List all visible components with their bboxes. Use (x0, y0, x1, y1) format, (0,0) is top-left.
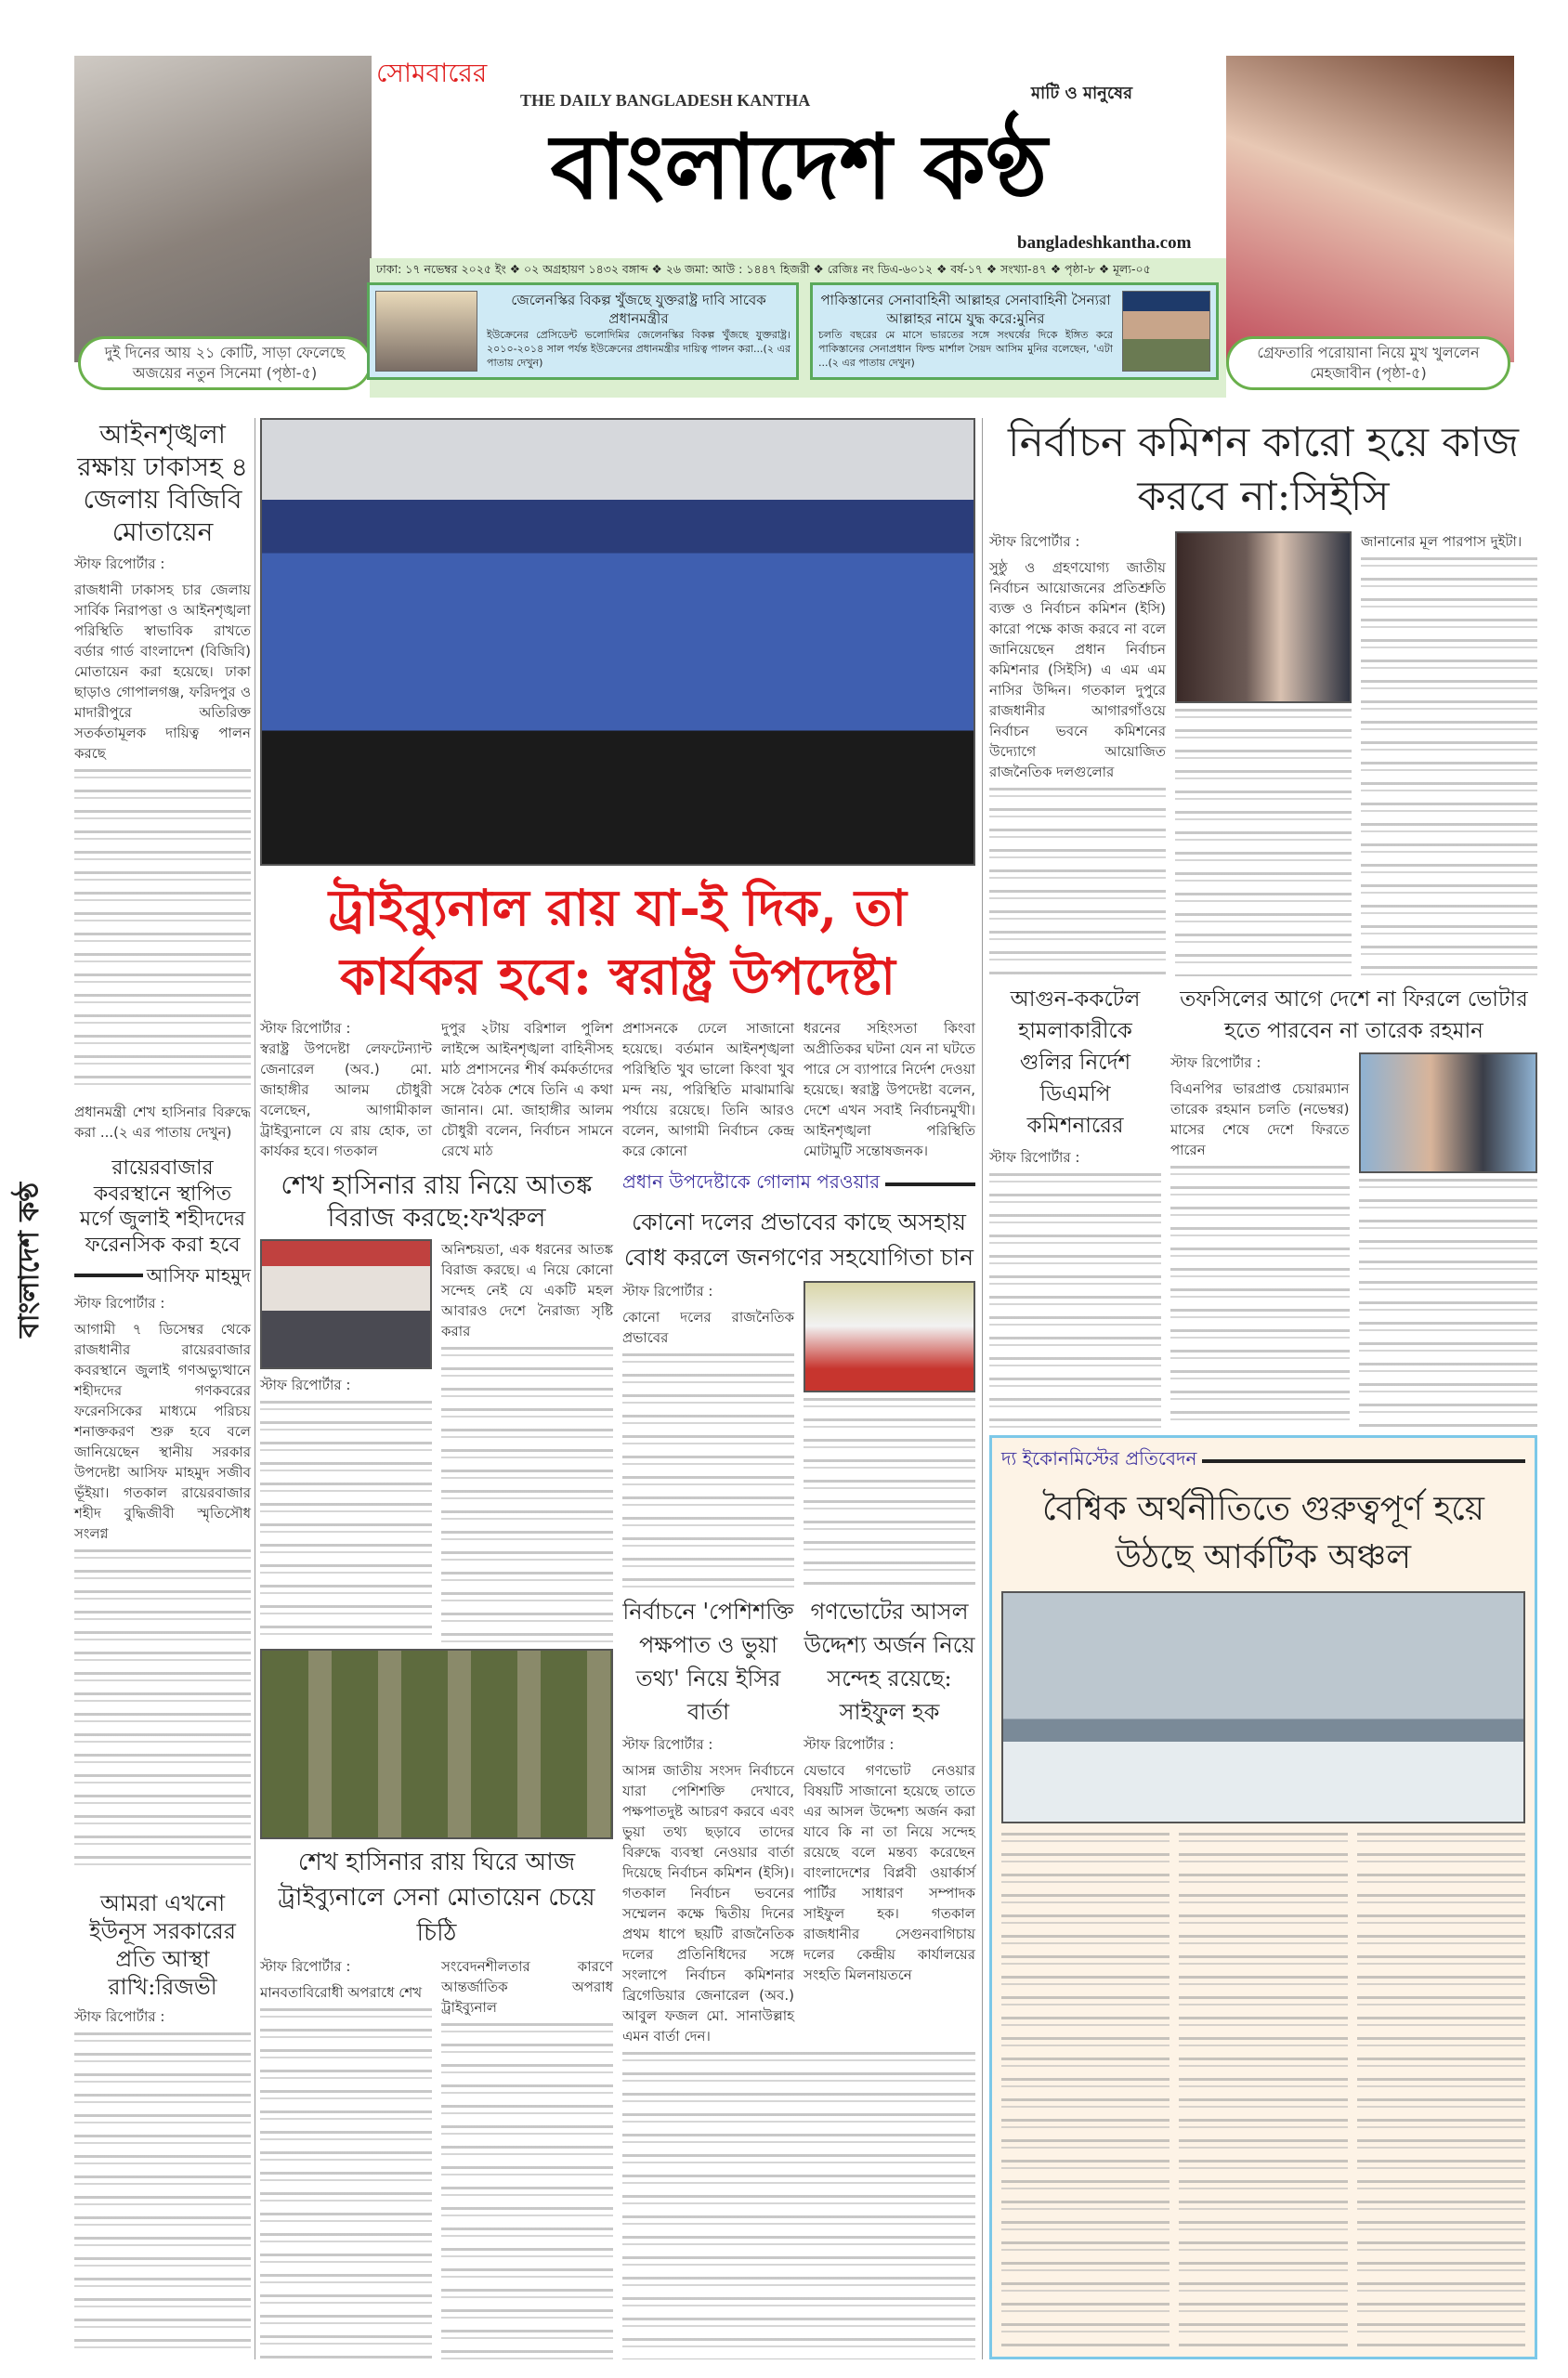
cec-col-1 (989, 531, 1166, 976)
byline: স্টাফ রিপোর্টার : (622, 1283, 713, 1300)
ear-right-caption[interactable]: গ্রেফতারি পরোয়ানা নিয়ে মুখ খুললেন মেহজাবীন (পৃষ্ঠা-৫) (1226, 336, 1510, 390)
newspaper-logo[interactable]: বাংলাদেশ কণ্ঠ (550, 114, 1048, 219)
kicker-golam (622, 1169, 975, 1199)
story-body: মানবতাবিরোধী অপরাধে শেখ (260, 1983, 423, 2001)
byline: স্টাফ রিপোর্টার : (260, 1957, 351, 1975)
text-filler (1175, 709, 1352, 976)
golam-photo (804, 1281, 975, 1392)
left-column (74, 418, 251, 2359)
text-filler (74, 769, 251, 1096)
text-filler (1179, 1833, 1347, 2349)
teaser-munir[interactable] (810, 282, 1219, 380)
text-filler (1357, 1833, 1525, 2349)
story-body: আসন্ন জাতীয় সংসদ নির্বাচনে যারা পেশিশক্তি দেখাবে, পক্ষপাতদুষ্ট আচরণ করবে এবং ভুয়া তথ্য ছড়াবে তাদের বিরুদ্ধে ব্যবস্থা নেওয়ার বার্তা দিয়েছে নির্বাচন কমিশন (ইসি)। গতকাল নির্বাচন ভবনের সম্মেলন কক্ষে দ্বিতীয় দিনের প্রথম ধাপে ছয়টি রাজনৈতিক দলের প্রতিনিধিদের সঙ্গে সংলাপে নির্বাচন কমিশনার ব্রিগেডিয়ার জেনারেল (অব.) আবুল ফজল মো. সানাউল্লাহ এমন বার্তা দেন। (622, 1761, 794, 2045)
headline-fakhrul[interactable]: শেখ হাসিনার রায় নিয়ে আতঙ্ক বিরাজ করছে:ফখরুল (281, 1169, 593, 1233)
lead-photo[interactable] (260, 418, 975, 866)
saiful-column (804, 1595, 975, 2046)
story-continued[interactable]: প্রধানমন্ত্রী শেখ হাসিনার বিরুদ্ধে করা ...(২ এর পাতায় দেখুন) (74, 1104, 251, 1141)
byline: স্টাফ রিপোর্টার : (260, 1377, 351, 1393)
teaser-zelensky[interactable] (367, 282, 799, 380)
website[interactable]: bangladeshkantha.com (1017, 233, 1192, 253)
speaker-name: আসিফ মাহমুদ (146, 1264, 251, 1287)
text-filler (1001, 1833, 1169, 2349)
kicker-economist (1001, 1445, 1525, 1476)
ec-column (622, 1595, 794, 2046)
teaser-headline: জেলেনস্কির বিকল্প খুঁজছে যুক্তরাষ্ট্র দাবি সাবেক প্রধানমন্ত্রীর (511, 292, 766, 327)
fakhrul-photo (260, 1239, 432, 1369)
dmp-column (989, 984, 1161, 1429)
cec-photo (1175, 531, 1352, 703)
headline-dmp[interactable]: আগুন-ককটেল হামলাকারীকে গুলির নির্দেশ ডিএমপি কমিশনারের (1010, 986, 1141, 1138)
teaser-headline: পাকিস্তানের সেনাবাহিনী আল্লাহর সেনাবাহিনী সৈন্যরা আল্লাহর নামে যুদ্ধ করে:মুনির (820, 292, 1111, 327)
byline: স্টাফ রিপোর্টার : (1170, 1053, 1261, 1071)
english-name: THE DAILY BANGLADESH KANTHA (520, 91, 811, 110)
teaser-photo (375, 291, 477, 372)
right-section (989, 416, 1537, 2359)
teaser-photo (1122, 291, 1210, 372)
byline: স্টাফ রিপোর্টার : (989, 533, 1080, 550)
headline-saiful[interactable]: গণভোটের আসল উদ্দেশ্য অর্জন নিয়ে সন্দেহ রয়েছে: সাইফুল হক (804, 1598, 975, 1725)
tarek-columns (1170, 1052, 1537, 1429)
story-body: স্বরাষ্ট্র উপদেষ্টা লেফটেন্যান্ট জেনারেল (অব.) মো. জাহাঙ্গীর আলম চৌধুরী বলেছেন, আগামীকাল ট্রাইব্যুনালে যে রায় হোক, তা কার্যকর হবে। গতকাল (260, 1040, 432, 1159)
tarek-col-2 (1359, 1052, 1538, 1429)
column-divider (982, 418, 983, 2359)
arctic-photo (1001, 1591, 1525, 1823)
story-body: সংবেদনশীলতার কারণে আন্তর্জাতিক অপরাধ ট্রাইব্যুনাল (441, 1957, 613, 2016)
cec-col-3 (1361, 531, 1537, 976)
story-body: কোনো দলের রাজনৈতিক প্রভাবের (622, 1309, 794, 1346)
kicker-text: দ্য ইকোনমিস্টের প্রতিবেদন (1001, 1447, 1197, 1470)
army-columns (260, 1956, 613, 2360)
golam-col-2 (804, 1281, 975, 1589)
text-filler (260, 1401, 432, 1643)
lead-columns (260, 1018, 975, 1161)
ec-saiful-columns (622, 1595, 975, 2046)
headline-bgb[interactable]: আইনশৃঙ্খলা রক্ষায় ঢাকাসহ ৪ জেলায় বিজিবি মোতায়েন (77, 419, 248, 547)
headline-arctic[interactable]: বৈশ্বিক অর্থনীতিতে গুরুত্বপূর্ণ হয়ে উঠছে আর্কটিক অঞ্চল (1042, 1490, 1484, 1576)
text-filler (1359, 1179, 1538, 1429)
text-filler (441, 2023, 613, 2360)
byline: স্টাফ রিপোর্টার : (989, 1148, 1080, 1166)
text-filler (989, 788, 1166, 976)
story-body: আগামী ৭ ডিসেম্বর থেকে রাজধানীর রায়েরবাজার কবরস্থানে জুলাই গণঅভ্যুত্থানে শহীদদের গণকবরের ফরেনসিকের মাধ্যমে পরিচয় শনাক্তকরণ শুরু হবে বলে জানিয়েছেন স্থানীয় সরকার উপদেষ্টা আসিফ মাহমুদ সজীব ভূঁইয়া। গতকাল রায়েরবাজার শহীদ বুদ্ধিজীবী স্মৃতিসৌধ সংলগ্ন (74, 1321, 251, 1542)
fakhrul-col-1 (260, 1239, 432, 1643)
cec-col-2 (1175, 531, 1352, 976)
byline: স্টাফ রিপোর্টার : (74, 555, 165, 572)
text-filler (441, 1347, 613, 1643)
byline: স্টাফ রিপোর্টার : (622, 1735, 713, 1753)
dateline: ঢাকা: ১৭ নভেম্বর ২০২৫ ইং ❖ ০২ অগ্রহায়ণ ১৪৩২ বঙ্গাব্দ ❖ ২৬ জমা: আউ : ১৪৪৭ হিজরী ❖ রেজিঃ নং ডিএ-৬০১২ ❖ বর্ষ-১৭ ❖ সংখ্যা-৪৭ ❖ পৃষ্ঠা-৮ ❖ মূল্য-০৫ (376, 262, 1151, 276)
vertical-logo: বাংলাদেশ কণ্ঠ (13, 1182, 46, 1338)
story-body: অনিশ্চয়তা, এক ধরনের আতঙ্ক বিরাজ করছে। এ নিয়ে কোনো সন্দেহ নেই যে একটি মহল আবারও দেশে নৈরাজ্য সৃষ্টি করার (441, 1241, 613, 1339)
headline-lead[interactable]: ট্রাইব্যুনাল রায় যা-ই দিক, তা কার্যকর হবে: স্বরাষ্ট্র উপদেষ্টা (328, 878, 908, 1006)
story-body: দুপুর ২টায় বরিশাল পুলিশ লাইন্সে আইনশৃঙ্খলা বাহিনীসহ মাঠ প্রশাসনের শীর্ষ কর্মকর্তাদের সঙ্গে বৈঠক শেষে তিনি এ কথা জানান। মো. জাহাঙ্গীর আলম চৌধুরী বলেন, নির্বাচন সামনে রেখে মাঠ (441, 1020, 613, 1159)
text-filler (74, 2032, 251, 2359)
day-label: সোমবারের (376, 58, 488, 88)
arctic-columns (1001, 1833, 1525, 2349)
army-photo (260, 1649, 613, 1839)
headline-rizvi[interactable]: আমরা এখনো ইউনূস সরকারের প্রতি আস্থা রাখি:রিজভী (89, 1890, 236, 2000)
middle-right (622, 1169, 975, 2359)
economist-box (989, 1435, 1537, 2359)
text-filler (1361, 557, 1537, 976)
byline: স্টাফ রিপোর্টার : (804, 1735, 895, 1753)
story-body: যেভাবে গণভোট নেওয়ার বিষয়টি সাজানো হয়েছে তাতে এর আসল উদ্দেশ্য অর্জন করা যাবে কি না তা নিয়ে সন্দেহ রয়েছে বলে মন্তব্য করেছেন বাংলাদেশের বিপ্লবী ওয়ার্কার্স পার্টির সাধারণ সম্পাদক সাইফুল হক। গতকাল রাজধানীর সেগুনবাগিচায় দলের কেন্দ্রীয় কার্যালয়ের সংহতি মিলনায়তনে (804, 1761, 975, 1983)
byline: স্টাফ রিপোর্টার : (74, 1295, 165, 1312)
story-body: জানানোর মূল পারপাস দুইটা। (1361, 533, 1522, 550)
tarek-col-1 (1170, 1052, 1350, 1429)
teaser-body: ইউক্রেনের প্রেসিডেন্ট ভলোদিমির জেলেনস্কির বিকল্প খুঁজছে যুক্তরাষ্ট্র। ২০১০-২০১৪ সাল পর্যন্ত ইউক্রেনের প্রধানমন্ত্রীর দায়িত্ব পালন করা...(২ এর পাতায় দেখুন) (487, 329, 791, 369)
middle-left (260, 1169, 613, 2359)
ear-left-caption[interactable]: দুই দিনের আয় ২১ কোটি, সাড়া ফেলেছে অজয়ের নতুন সিনেমা (পৃষ্ঠা-৫) (78, 336, 372, 390)
speaker-line (74, 1263, 251, 1287)
story-body: সুষ্ঠু ও গ্রহণযোগ্য জাতীয় নির্বাচন আয়োজনের প্রতিশ্রুতি ব্যক্ত ও নির্বাচন কমিশন (ইসি) কারো পক্ষে কাজ করবে না বলে জানিয়েছেন প্রধান নির্বাচন কমিশনার (সিইসি) এ এম এম নাসির উদ্দিন। গতকাল দুপুরে রাজধানীর আগারগাঁওয়ে নির্বাচন ভবনে কমিশনের উদ্যোগে আয়োজিত রাজনৈতিক দলগুলোর (989, 559, 1166, 780)
middle-lower (260, 1169, 975, 2359)
byline: স্টাফ রিপোর্টার : (260, 1020, 351, 1037)
golam-col-1 (622, 1281, 794, 1589)
text-filler (1170, 1166, 1350, 1429)
ear-left-photo (74, 56, 372, 362)
text-filler (622, 2052, 975, 2360)
kicker-text: প্রধান উপদেষ্টাকে গোলাম পরওয়ার (622, 1170, 881, 1193)
headline-ec[interactable]: নির্বাচনে 'পেশিশক্তি পক্ষপাত ও ভুয়া তথ্য' নিয়ে ইসির বার্তা (622, 1598, 794, 1725)
middle-section (260, 418, 975, 2359)
headline-army[interactable]: শেখ হাসিনার রায় ঘিরে আজ ট্রাইব্যুনালে সেনা মোতায়েন চেয়ে চিঠি (278, 1848, 595, 1947)
tarek-photo (1359, 1052, 1538, 1173)
army-col-1 (260, 1956, 432, 2360)
text-filler (622, 1353, 794, 1589)
text-filler (804, 1398, 975, 1589)
army-col-2 (441, 1956, 613, 2360)
headline-cec[interactable]: নির্বাচন কমিশন কারো হয়ে কাজ করবে না:সিইসি (1008, 419, 1519, 520)
ear-right-photo (1226, 56, 1514, 362)
text-filler (74, 1549, 251, 1876)
headline-forensic[interactable]: রায়েরবাজার কবরস্থানে স্থাপিত মর্গে জুলাই শহীদদের ফরেনসিক করা হবে (79, 1156, 246, 1257)
cec-columns (989, 531, 1537, 976)
fakhrul-col-2 (441, 1239, 613, 1643)
byline: স্টাফ রিপোর্টার : (74, 2008, 165, 2025)
text-filler (260, 2008, 432, 2360)
headline-golam[interactable]: কোনো দলের প্রভাবের কাছে অসহায় বোধ করলে জনগণের সহযোগিতা চান (623, 1209, 974, 1271)
story-body: রাজধানী ঢাকাসহ চার জেলায় সার্বিক নিরাপত্তা ও আইনশৃঙ্খলা পরিস্থিতি স্বাভাবিক রাখতে বর্ডার গার্ড বাংলাদেশ (বিজিবি) মোতায়েন করা হয়েছে। ঢাকা ছাড়াও গোপালগঞ্জ, ফরিদপুর ও মাদারীপুরে অতিরিক্ত সতর্কতামূলক দায়িত্ব পালন করছে (74, 581, 251, 762)
tarek-column (1170, 984, 1537, 1429)
dmp-tarek-row (989, 984, 1537, 1429)
story-body: ধরনের সহিংসতা কিংবা অপ্রীতিকর ঘটনা যেন না ঘটতে পারে সে ব্যাপারে নির্দেশ দেওয়া হয়েছে। স্বরাষ্ট্র উপদেষ্টা বলেন, দেশে এখন সবাই নির্বাচনমুখী। আইনশৃঙ্খলা পরিস্থিতি মোটামুটি সন্তোষজনক। (804, 1020, 975, 1159)
teaser-body: চলতি বছরের মে মাসে ভারতের সঙ্গে সংঘর্ষের দিকে ইঙ্গিত করে পাকিস্তানের সেনাপ্রধান ফিল্ড মার্শাল সৈয়দ আসিম মুনির বলেছেন, 'এটা ...(২ এর পাতায় দেখুন) (818, 329, 1113, 369)
fakhrul-columns (260, 1239, 613, 1643)
headline-tarek[interactable]: তফসিলের আগে দেশে না ফিরলে ভোটার হতে পারবেন না তারেক রহমান (1180, 986, 1528, 1043)
story-body: প্রশাসনকে ঢেলে সাজানো হয়েছে। বর্তমান আইনশৃঙ্খলা পরিস্থিতি খুব ভালো কিংবা খুব মন্দ নয়, পরিস্থিতি মাঝামাঝি পর্যায়ে রয়েছে। তিনি আরও বলেন, আগামী নির্বাচন কেন্দ্র করে কোনো (622, 1020, 794, 1159)
slogan: মাটি ও মানুষের (1031, 84, 1132, 103)
story-body: বিএনপির ভারপ্রাপ্ত চেয়ারম্যান তারেক রহমান চলতি (নভেম্বর) মাসের শেষে দেশে ফিরতে পারেন (1170, 1079, 1350, 1158)
text-filler (989, 1173, 1161, 1429)
golam-columns (622, 1281, 975, 1589)
